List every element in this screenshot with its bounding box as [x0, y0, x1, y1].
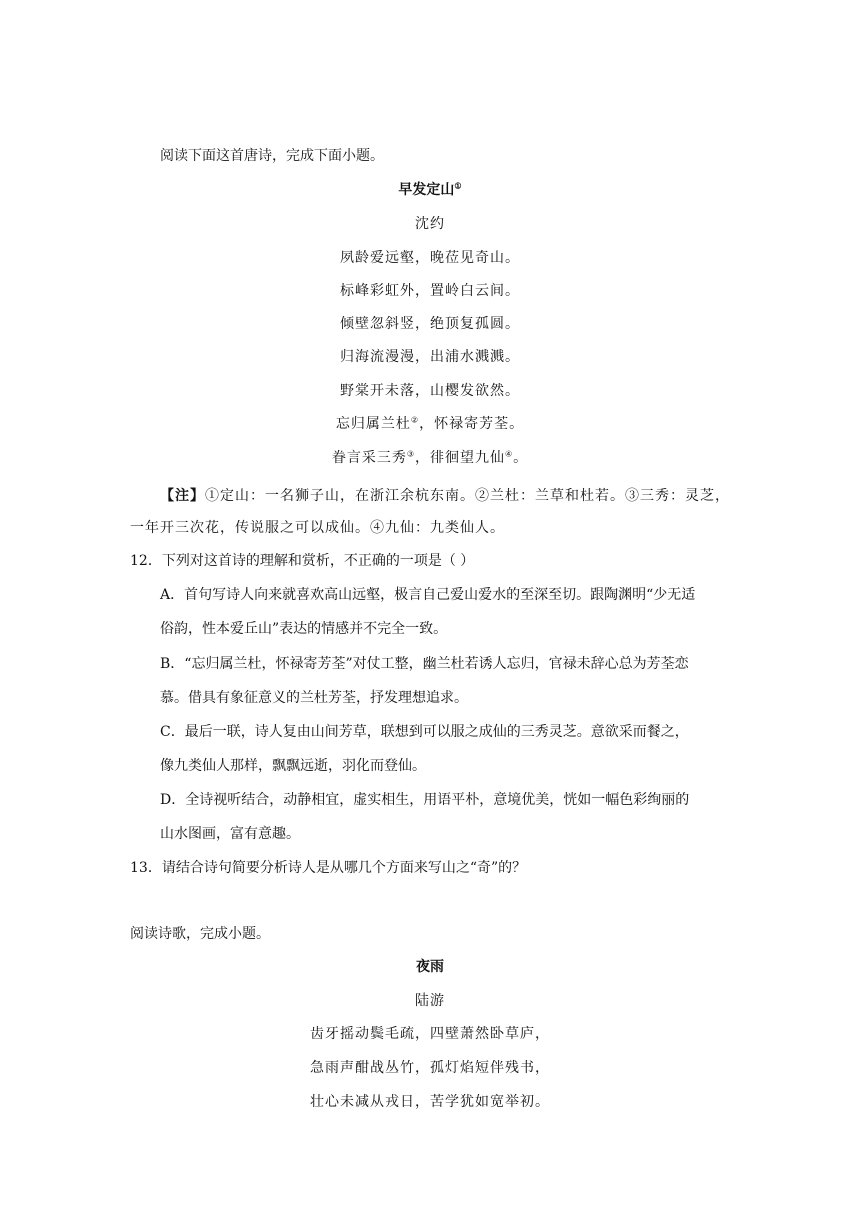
poem1-line: 标峰彩虹外，置岭白云间。 [340, 283, 520, 299]
option-d-line1: D．全诗视听结合，动静相宜，虚实相生，用语平朴，意境优美，恍如一幅色彩绚丽的 [160, 792, 690, 808]
poem1-line: 夙龄爱远壑，晚莅见奇山。 [340, 250, 520, 266]
option-c-line1: C．最后一联，诗人复由山间芳草，联想到可以服之成仙的三秀灵芝。意欲采而餐之， [160, 724, 689, 740]
option-b-line2: 慕。借具有象征意义的兰杜芳荃，抒发理想追求。 [160, 690, 468, 706]
poem1-line-6 [0, 414, 860, 434]
poem1-line: 归海流漫漫，出浦水溅溅。 [340, 349, 520, 365]
poem1-line7-part: ，徘徊望九仙 [415, 450, 505, 466]
option-b-line1: B．“忘归属兰杜，怀禄寄芳荃”对仗工整，幽兰杜若诱人忘归，官禄未辞心总为芳荃恋 [160, 656, 689, 672]
notes-text: ①定山：一名狮子山，在浙江余杭东南。②兰杜：兰草和杜若。③三秀：灵芝， [205, 488, 730, 504]
option-c-line2: 像九类仙人那样，飘飘远逝，羽化而登仙。 [160, 758, 426, 774]
poem1-title-note: ① [454, 180, 462, 191]
poem1-line6-part: 忘归属兰杜 [335, 416, 411, 432]
poem1-line-7 [0, 448, 860, 468]
question-13-stem: 13．请结合诗句简要分析诗人是从哪几个方面来写山之“奇”的？ [130, 860, 527, 876]
poem2-line: 齿牙摇动鬓毛疏，四壁萧然卧草庐， [310, 1026, 550, 1042]
poem2-author: 陆游 [415, 993, 445, 1009]
poem2-line: 壮心未减从戎日，苦学犹如宽举初。 [310, 1094, 550, 1110]
section1-intro: 阅读下面这首唐诗，完成下面小题。 [160, 148, 384, 164]
footnote-marker: ③ [406, 449, 415, 459]
poem1-line7-part: 。 [513, 450, 529, 466]
option-a-line2: 俗韵，性本爱丘山”表达的情感并不完全一致。 [160, 621, 448, 637]
option-a-line1: A．首句写诗人向来就喜欢高山远壑，极言自己爱山爱水的至深至切。跟陶渊明“少无适 [160, 587, 696, 603]
poem1-line6-part: ，怀禄寄芳荃。 [419, 416, 525, 432]
footnote-marker: ② [410, 415, 420, 425]
question-12-stem: 12．下列对这首诗的理解和赏析，不正确的一项是（ ） [130, 553, 475, 569]
poem1-line: 野棠开未落，山樱发欲然。 [340, 383, 520, 399]
section2-intro: 阅读诗歌，完成小题。 [130, 926, 270, 942]
poem1-title-text: 早发定山 [398, 182, 455, 198]
option-d-line2: 山水图画，富有意趣。 [160, 826, 300, 842]
poem1-line7-part: 眷言采三秀 [331, 450, 407, 466]
poem2-line: 急雨声酣战丛竹，孤灯焰短伴残书， [310, 1060, 550, 1076]
notes-label: 【注】 [160, 488, 205, 504]
poem1-line: 倾壁忽斜竖，绝顶复孤圆。 [340, 316, 520, 332]
notes-line-2: 一年开三次花，传说服之可以成仙。④九仙：九类仙人。 [130, 520, 505, 536]
footnote-marker: ④ [505, 449, 514, 459]
poem2-title: 夜雨 [416, 959, 444, 975]
poem1-title [0, 180, 860, 200]
notes-line-1 [160, 486, 730, 506]
poem1-author: 沈约 [415, 216, 445, 232]
